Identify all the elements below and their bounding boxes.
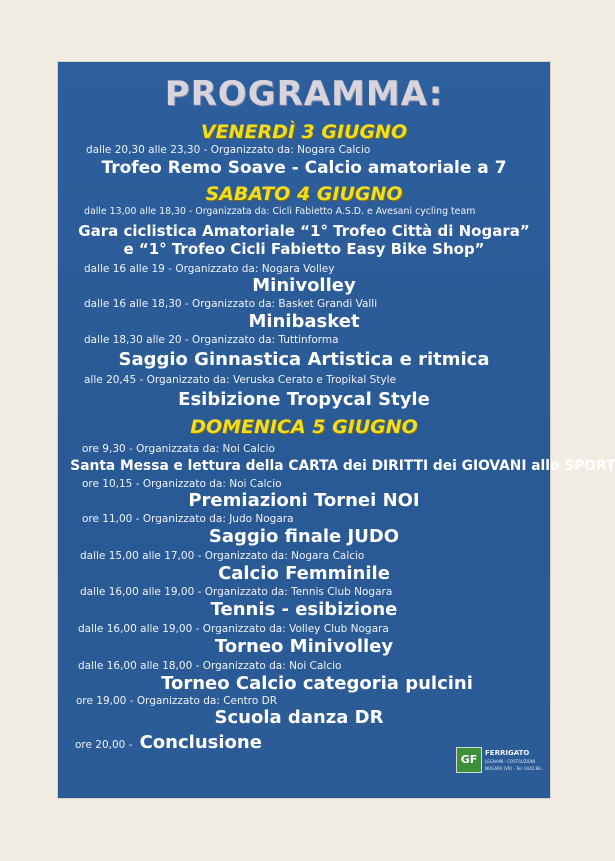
event-title-judo: Saggio finale JUDO — [208, 526, 400, 547]
event-meta-torneo-minivolley: dalle 16,00 alle 19,00 - Organizzato da: Volley Club Nogara — [78, 623, 389, 635]
event-meta-danza: ore 19,00 - Organizzato da: Centro DR — [76, 695, 278, 707]
event-poster — [58, 62, 615, 798]
event-title-ginnastica: Saggio Ginnastica Artistica e ritmica — [118, 349, 490, 370]
event-meta-calcio-femminile: dalle 15,00 alle 17,00 - Organizzato da: Nogara Calcio — [80, 550, 365, 562]
event-meta-minivolley: dalle 16 alle 19 - Organizzato da: Nogara Volley — [84, 263, 335, 275]
event-title-tennis: Tennis - esibizione — [210, 599, 398, 620]
event-title-minibasket: Minibasket — [248, 311, 360, 332]
event-meta-santa-messa: ore 9,30 - Organizzata da: Noi Calcio — [82, 443, 275, 455]
event-meta-tropycal: alle 20,45 - Organizzato da: Veruska Cerato e Tropikal Style — [84, 374, 397, 386]
event-title-tropycal: Esibizione Tropycal Style — [178, 389, 430, 410]
sponsor-logo — [456, 745, 552, 777]
sponsor-name: FERRIGATO — [485, 749, 530, 757]
sponsor-logo-icon: GF — [456, 747, 482, 773]
event-title-conclusione: Conclusione — [139, 732, 262, 753]
event-title-premiazioni: Premiazioni Tornei NOI — [188, 490, 420, 511]
event-meta-remo-soave: dalle 20,30 alle 23,30 - Organizzato da: Nogara Calcio — [86, 144, 371, 156]
event-meta-minibasket: dalle 16 alle 18,30 - Organizzato da: Basket Grandi Valli — [84, 298, 378, 310]
event-title-gara-ciclistica-2: e “1° Trofeo Cicli Fabietto Easy Bike Shop” — [123, 240, 485, 258]
event-title-pulcini: Torneo Calcio categoria pulcini — [161, 673, 473, 694]
event-title-remo-soave: Trofeo Remo Soave - Calcio amatoriale a 7 — [101, 158, 507, 178]
event-title-calcio-femminile: Calcio Femminile — [218, 563, 390, 584]
poster-title: PROGRAMMA: — [164, 74, 444, 114]
event-meta-tennis: dalle 16,00 alle 19,00 - Organizzato da: Tennis Club Nogara — [80, 586, 393, 598]
event-title-minivolley: Minivolley — [252, 275, 356, 296]
event-title-gara-ciclistica: Gara ciclistica Amatoriale “1° Trofeo Città di Nogara” — [78, 222, 530, 240]
day-header-sunday: DOMENICA 5 GIUGNO — [190, 416, 418, 438]
sponsor-line1: LEGNAMI - COSTRUZIONI — [485, 759, 536, 764]
event-meta-judo: ore 11,00 - Organizzato da: Judo Nogara — [82, 513, 294, 525]
event-meta-conclusione: ore 20,00 - — [75, 739, 133, 751]
sponsor-line2: NOGARA (VR) - Tel. 0442 88... — [485, 766, 545, 771]
event-title-torneo-minivolley: Torneo Minivolley — [214, 636, 394, 657]
event-title-santa-messa: Santa Messa e lettura della CARTA dei DIRITTI dei GIOVANI allo SPORT — [70, 458, 615, 474]
day-header-friday: VENERDÌ 3 GIUGNO — [200, 121, 408, 143]
day-header-saturday: SABATO 4 GIUGNO — [205, 183, 403, 205]
event-conclusione — [75, 732, 262, 753]
event-meta-pulcini: dalle 16,00 alle 18,00 - Organizzato da: Noi Calcio — [78, 660, 342, 672]
event-meta-premiazioni: ore 10,15 - Organizzato da: Noi Calcio — [82, 478, 282, 490]
event-title-danza: Scuola danza DR — [214, 707, 384, 728]
event-meta-gara-ciclistica: dalle 13,00 alle 18,30 - Organizzata da: Cicli Fabietto A.S.D. e Avesani cycling team — [84, 206, 476, 217]
event-meta-ginnastica: dalle 18,30 alle 20 - Organizzato da: Tuttinforma — [84, 334, 339, 346]
